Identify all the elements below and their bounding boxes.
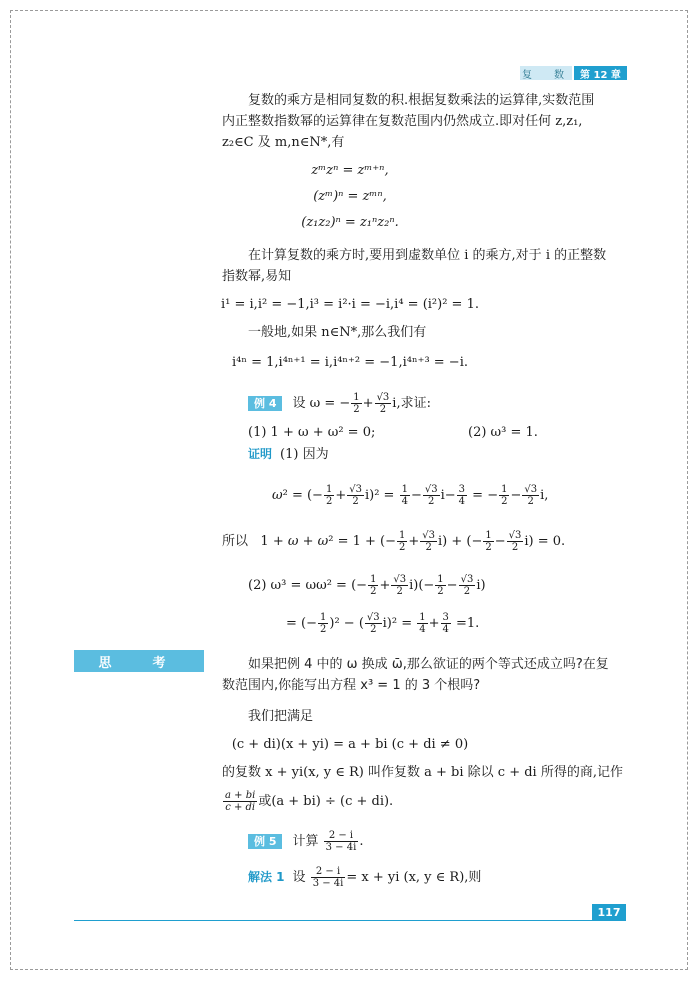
frac-solution: $\frac{2 - i}{3 - 4i}$: [312, 866, 344, 889]
example5-stmt: 计算: [292, 834, 319, 849]
part2-label: (2) ω³ = ωω² =: [248, 578, 347, 593]
division-equation: (c + di)(x + yi) = a + bi (c + di ≠ 0): [231, 737, 469, 752]
para1-line1: 复数的乘方是相同复数的积.根据复数乘法的运算律,实数范围: [248, 93, 595, 108]
para2-line2: 指数幂,易知: [222, 269, 292, 284]
example4-tag: 例 4: [248, 396, 282, 411]
division-line2: [222, 790, 393, 813]
proof-intro: (1) 因为: [280, 447, 329, 462]
page-number: 117: [592, 904, 626, 920]
solution-label: 解法 1: [248, 870, 285, 884]
division-line1: 的复数 x + yi(x, y ∈ R) 叫作复数 a + bi 除以 c + di 所得的商,记作: [222, 765, 623, 780]
formula-powers-of-i: i¹ = i,i² = −1,i³ = i²·i = −i,i⁴ = (i²)² = 1.: [221, 297, 479, 312]
omega-cubed-result: = (− $\frac{1}{2}$ )² − ( $\frac{√3}{2}$ i)² = $\frac{1}{4}$ + $\frac{3}{4}$ =1.: [286, 612, 480, 635]
para1-line2: 内正整数指数幂的运算律在复数范围内仍然成立.即对任何 z,z₁,: [222, 114, 583, 129]
solution-pre: 设: [292, 870, 306, 885]
example4-statement: 例 4 设 ω = − $\frac{1}{2}$ + $\frac{√3}{2}$ i,求证:: [248, 392, 431, 415]
formula-product-power: (z₁z₂)ⁿ = z₁ⁿz₂ⁿ.: [301, 215, 399, 230]
frac-example5: $\frac{2 - i}{3 - 4i}$: [325, 830, 357, 853]
omega-squared-formula: ω² = (− $\frac{1}{2}$ + $\frac{√3}{2}$ i)² = $\frac{1}{4}$ − $\frac{√3}{2}$ i− $\frac{3}{4}$ = − $\frac{1}{2}$ − $\frac{√3}{2}$ i,: [272, 484, 549, 507]
omega-cubed-formula: (2) ω³ = ωω² = (− $\frac{1}{2}$ + $\frac{√3}{2}$ i)(− $\frac{1}{2}$ − $\frac{√3}{2}$ i): [248, 574, 486, 597]
para2-line1: 在计算复数的乘方时,要用到虚数单位 i 的乘方,对于 i 的正整数: [248, 248, 607, 263]
example4-stmt-post: i,求证:: [392, 396, 431, 411]
example5-solution: [248, 866, 481, 889]
solution-post: = x + yi (x, y ∈ R),则: [346, 870, 482, 885]
example4-proof-intro: [248, 445, 329, 464]
example4-stmt-pre: 设 ω = −: [292, 396, 351, 411]
formula-powers-4n: i⁴ⁿ = 1,i⁴ⁿ⁺¹ = i,i⁴ⁿ⁺² = −1,i⁴ⁿ⁺³ = −i.: [232, 355, 468, 370]
formula-power-product: zᵐzⁿ = zᵐ⁺ⁿ,: [311, 163, 389, 178]
formula-power-power: (zᵐ)ⁿ = zᵐⁿ,: [313, 189, 387, 204]
so-label: 所以: [222, 534, 249, 549]
example5-tag: 例 5: [248, 834, 282, 849]
think-label: 思 考: [74, 650, 204, 672]
division-intro: 我们把满足: [248, 709, 314, 724]
think-line1: 如果把例 4 中的 ω 换成 ω̄,那么欲证的两个等式还成立吗?在复: [248, 657, 609, 672]
header-chapter: 第 12 章: [574, 66, 627, 80]
general-statement: 一般地,如果 n∈N*,那么我们有: [248, 325, 427, 340]
frac-quotient: $\frac{a + bi}{c + di}$: [225, 790, 256, 813]
example4-q1: (1) 1 + ω + ω² = 0;: [248, 425, 376, 440]
para1-line3: z₂∈C 及 m,n∈N*,有: [222, 135, 345, 150]
proof-label: 证明: [248, 447, 273, 461]
example5-statement: 例 5 计算 $\frac{2 - i}{3 - 4i}$ .: [248, 830, 363, 853]
think-line2: 数范围内,你能写出方程 x³ = 1 的 3 个根吗?: [222, 678, 481, 693]
example4-q2: (2) ω³ = 1.: [468, 425, 538, 440]
frac-half: $\frac{1}{2}$: [353, 392, 360, 415]
frac-root3-half: $\frac{√3}{2}$: [376, 392, 390, 415]
sum-formula: 所以 1 + ω + ω² = 1 + (− $\frac{1}{2}$ + $\frac{√3}{2}$ i) + (− $\frac{1}{2}$ − $\frac{√3}{2}$ i) = 0.: [222, 530, 566, 553]
header-section: 复 数: [520, 66, 572, 80]
division-line2-post: 或(a + bi) ÷ (c + di).: [258, 794, 394, 809]
footer-rule: [74, 920, 626, 921]
